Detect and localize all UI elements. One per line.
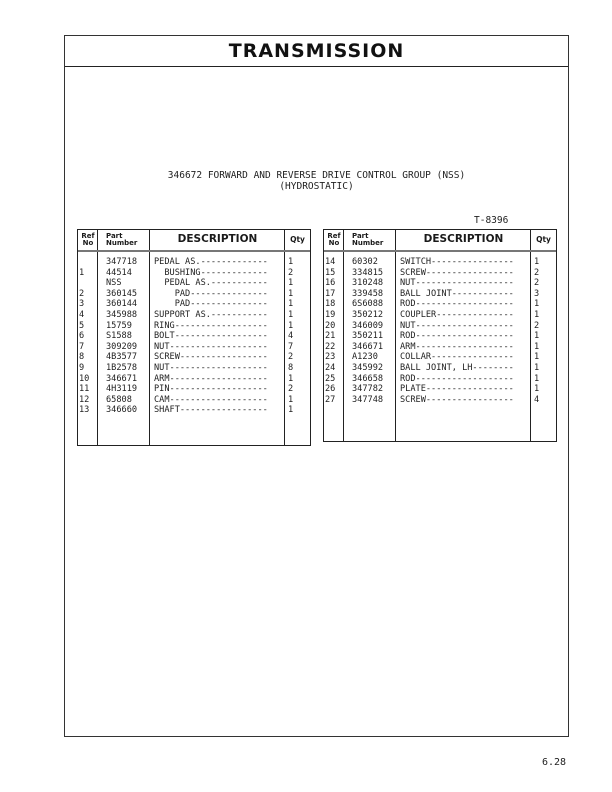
ref-no-cell: 23 bbox=[325, 352, 336, 363]
part-number-cell: 309209 bbox=[106, 341, 138, 352]
part-number-cell: S1588 bbox=[106, 331, 132, 342]
group-title-line1: 346672 FORWARD AND REVERSE DRIVE CONTROL GROUP (NSS) bbox=[167, 170, 466, 181]
ref-no-cell bbox=[78, 278, 98, 289]
part-number-cell: 44514 bbox=[106, 267, 132, 278]
table-row bbox=[324, 384, 556, 395]
ref-no-cell: 20 bbox=[325, 320, 336, 331]
header-ref-no: Ref No bbox=[327, 231, 341, 247]
qty-cell: 1 bbox=[534, 341, 540, 352]
description-cell: PEDAL AS.----------- bbox=[154, 278, 268, 289]
part-number-cell: NSS bbox=[106, 278, 122, 289]
description-cell: SWITCH---------------- bbox=[400, 257, 514, 267]
ref-no-cell: 10 bbox=[79, 373, 90, 384]
description-cell: ARM------------------- bbox=[400, 341, 514, 352]
qty-cell: 1 bbox=[288, 373, 294, 384]
table-row bbox=[78, 257, 310, 268]
table-row bbox=[324, 342, 556, 353]
part-number-cell: 4B3577 bbox=[106, 352, 138, 363]
table-row bbox=[78, 268, 310, 279]
qty-cell: 1 bbox=[288, 278, 294, 289]
parts-table-right bbox=[323, 229, 557, 442]
qty-cell: 2 bbox=[534, 278, 540, 289]
part-number-cell: 347748 bbox=[352, 394, 384, 405]
table-header bbox=[324, 230, 556, 252]
qty-cell: 1 bbox=[534, 309, 540, 320]
table-row bbox=[78, 331, 310, 342]
ref-no-cell: 12 bbox=[79, 394, 90, 405]
table-row bbox=[324, 321, 556, 332]
description-cell: BOLT------------------ bbox=[154, 331, 268, 342]
ref-no-cell: 4 bbox=[79, 309, 85, 320]
header-part-number: Part Number bbox=[352, 231, 384, 247]
table-row bbox=[78, 395, 310, 406]
part-number-cell: 65808 bbox=[106, 394, 132, 405]
description-cell: NUT------------------- bbox=[400, 278, 514, 289]
description-cell: COLLAR---------------- bbox=[400, 352, 514, 363]
qty-cell: 1 bbox=[288, 299, 294, 310]
description-cell: PIN------------------- bbox=[154, 384, 268, 395]
page-number: 6.28 bbox=[542, 757, 567, 768]
ref-no-cell: 6 bbox=[79, 331, 85, 342]
parts-table-left bbox=[77, 229, 311, 446]
qty-cell: 2 bbox=[288, 267, 294, 278]
ref-no-cell: 25 bbox=[325, 373, 336, 384]
table-row bbox=[78, 310, 310, 321]
figure-reference: T-8396 bbox=[474, 215, 509, 226]
table-header bbox=[78, 230, 310, 252]
part-number-cell: 350211 bbox=[352, 331, 384, 342]
qty-cell: 4 bbox=[534, 394, 540, 405]
ref-no-cell: 14 bbox=[325, 257, 336, 267]
table-row bbox=[324, 268, 556, 279]
description-cell: NUT------------------- bbox=[400, 320, 514, 331]
table-row bbox=[324, 278, 556, 289]
part-number-cell: 334815 bbox=[352, 267, 384, 278]
ref-no-cell: 26 bbox=[325, 384, 336, 395]
qty-cell: 2 bbox=[288, 384, 294, 395]
description-cell: COUPLER--------------- bbox=[400, 309, 514, 320]
header-qty: Qty bbox=[290, 235, 305, 245]
qty-cell: 1 bbox=[534, 299, 540, 310]
ref-no-cell: 8 bbox=[79, 352, 85, 363]
part-number-cell: 360144 bbox=[106, 299, 138, 310]
group-title bbox=[65, 170, 568, 192]
header-part-number: Part Number bbox=[106, 231, 138, 247]
description-cell: PEDAL AS.------------- bbox=[154, 257, 268, 267]
qty-cell: 1 bbox=[534, 362, 540, 373]
description-cell: PAD--------------- bbox=[154, 288, 268, 299]
table-row bbox=[78, 289, 310, 300]
qty-cell: 2 bbox=[288, 352, 294, 363]
qty-cell: 1 bbox=[534, 331, 540, 342]
part-number-cell: 360145 bbox=[106, 288, 138, 299]
table-row bbox=[78, 352, 310, 363]
table-row bbox=[78, 342, 310, 353]
part-number-cell: 4H3119 bbox=[106, 384, 138, 395]
header-qty: Qty bbox=[536, 235, 551, 245]
description-cell: SCREW----------------- bbox=[400, 394, 514, 405]
part-number-cell: 346009 bbox=[352, 320, 384, 331]
qty-cell: 3 bbox=[534, 288, 540, 299]
qty-cell: 1 bbox=[288, 288, 294, 299]
page-frame bbox=[64, 35, 569, 737]
table-body bbox=[324, 257, 556, 405]
ref-no-cell: 24 bbox=[325, 362, 336, 373]
ref-no-cell: 15 bbox=[325, 267, 336, 278]
table-row bbox=[324, 363, 556, 374]
qty-cell: 1 bbox=[534, 352, 540, 363]
page-title: TRANSMISSION bbox=[228, 40, 405, 62]
part-number-cell: 346660 bbox=[106, 405, 138, 416]
qty-cell: 2 bbox=[534, 267, 540, 278]
table-row bbox=[324, 395, 556, 406]
table-row bbox=[78, 374, 310, 385]
part-number-cell: 346671 bbox=[352, 341, 384, 352]
ref-no-cell: 22 bbox=[325, 341, 336, 352]
description-cell: ROD------------------- bbox=[400, 373, 514, 384]
table-body bbox=[78, 257, 310, 416]
table-row bbox=[324, 374, 556, 385]
table-row bbox=[324, 289, 556, 300]
description-cell: BALL JOINT------------ bbox=[400, 288, 514, 299]
table-row bbox=[324, 299, 556, 310]
title-bar bbox=[65, 36, 568, 67]
qty-cell: 4 bbox=[288, 331, 294, 342]
qty-cell: 2 bbox=[534, 320, 540, 331]
table-row bbox=[78, 278, 310, 289]
description-cell: SHAFT----------------- bbox=[154, 405, 268, 416]
description-cell: ROD------------------- bbox=[400, 299, 514, 310]
group-title-line2: (HYDROSTATIC) bbox=[279, 181, 354, 192]
table-row bbox=[324, 257, 556, 268]
description-cell: NUT------------------- bbox=[154, 362, 268, 373]
qty-cell: 8 bbox=[288, 362, 294, 373]
table-row bbox=[78, 321, 310, 332]
part-number-cell: 345992 bbox=[352, 362, 384, 373]
ref-no-cell: 19 bbox=[325, 309, 336, 320]
part-number-cell: 339458 bbox=[352, 288, 384, 299]
description-cell: CAM------------------- bbox=[154, 394, 268, 405]
part-number-cell: 346671 bbox=[106, 373, 138, 384]
description-cell: SCREW----------------- bbox=[154, 352, 268, 363]
part-number-cell: 347782 bbox=[352, 384, 384, 395]
ref-no-cell: 18 bbox=[325, 299, 336, 310]
ref-no-cell: 16 bbox=[325, 278, 336, 289]
part-number-cell: 310248 bbox=[352, 278, 384, 289]
ref-no-cell: 17 bbox=[325, 288, 336, 299]
qty-cell: 7 bbox=[288, 341, 294, 352]
part-number-cell: 1B2578 bbox=[106, 362, 138, 373]
table-row bbox=[324, 310, 556, 321]
description-cell: RING------------------ bbox=[154, 320, 268, 331]
header-description: DESCRIPTION bbox=[177, 233, 258, 246]
description-cell: PLATE----------------- bbox=[400, 384, 514, 395]
description-cell: SUPPORT AS.----------- bbox=[154, 309, 268, 320]
description-cell: ROD------------------- bbox=[400, 331, 514, 342]
table-row bbox=[324, 331, 556, 342]
ref-no-cell: 27 bbox=[325, 394, 336, 405]
ref-no-cell: 5 bbox=[79, 320, 85, 331]
description-cell: BUSHING------------- bbox=[154, 267, 268, 278]
ref-no-cell: 2 bbox=[79, 288, 85, 299]
qty-cell: 1 bbox=[534, 384, 540, 395]
part-number-cell: 15759 bbox=[106, 320, 132, 331]
part-number-cell: 60302 bbox=[352, 257, 378, 267]
qty-cell: 1 bbox=[288, 405, 294, 416]
table-row bbox=[78, 405, 310, 416]
qty-cell: 1 bbox=[534, 373, 540, 384]
description-cell: BALL JOINT, LH-------- bbox=[400, 362, 514, 373]
qty-cell: 1 bbox=[288, 394, 294, 405]
ref-no-cell: 13 bbox=[79, 405, 90, 416]
part-number-cell: A1230 bbox=[352, 352, 378, 363]
table-row bbox=[78, 299, 310, 310]
part-number-cell: 347718 bbox=[106, 257, 138, 267]
table-row bbox=[78, 363, 310, 374]
part-number-cell: 350212 bbox=[352, 309, 384, 320]
part-number-cell: 6S6088 bbox=[352, 299, 384, 310]
header-ref-no: Ref No bbox=[81, 231, 95, 247]
ref-no-cell: 7 bbox=[79, 341, 85, 352]
description-cell: PAD--------------- bbox=[154, 299, 268, 310]
ref-no-cell: 21 bbox=[325, 331, 336, 342]
qty-cell: 1 bbox=[288, 320, 294, 331]
ref-no-cell: 3 bbox=[79, 299, 85, 310]
part-number-cell: 345988 bbox=[106, 309, 138, 320]
description-cell: NUT------------------- bbox=[154, 341, 268, 352]
part-number-cell: 346658 bbox=[352, 373, 384, 384]
ref-no-cell: 11 bbox=[79, 384, 90, 395]
ref-no-cell: 9 bbox=[79, 362, 85, 373]
ref-no-cell: 1 bbox=[79, 267, 85, 278]
description-cell: ARM------------------- bbox=[154, 373, 268, 384]
ref-no-cell bbox=[78, 257, 98, 268]
qty-cell: 1 bbox=[288, 309, 294, 320]
table-row bbox=[78, 384, 310, 395]
qty-cell: 1 bbox=[288, 257, 294, 267]
table-row bbox=[324, 352, 556, 363]
description-cell: SCREW----------------- bbox=[400, 267, 514, 278]
qty-cell: 1 bbox=[534, 257, 540, 267]
header-description: DESCRIPTION bbox=[423, 233, 504, 246]
